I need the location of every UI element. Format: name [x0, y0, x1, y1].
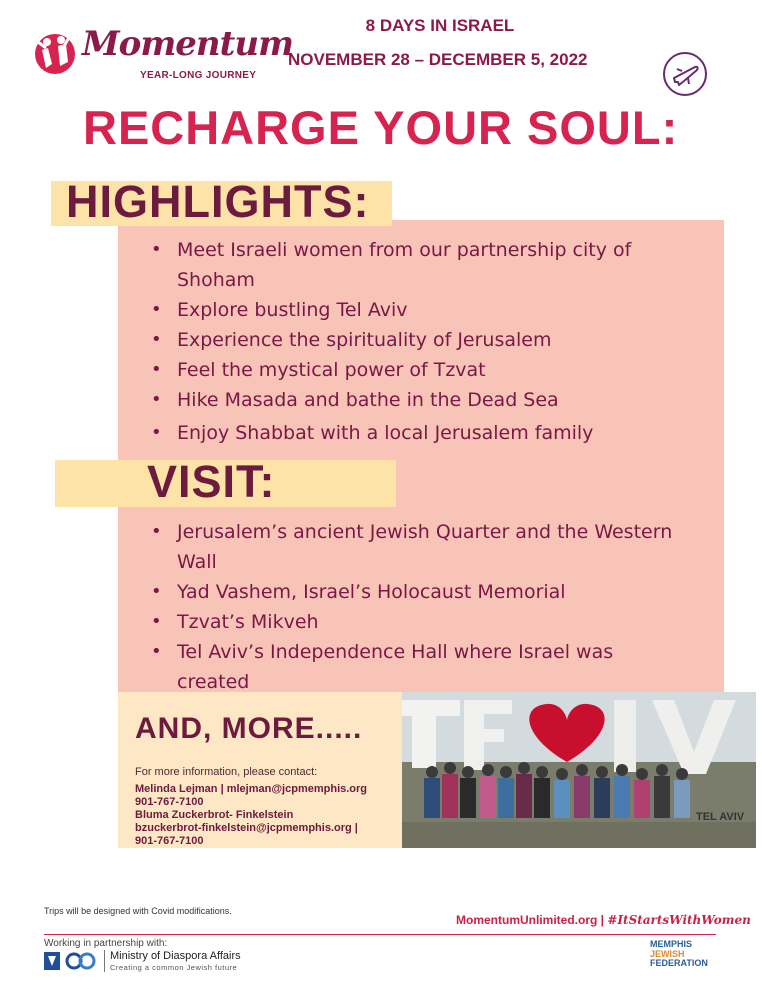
list-item: • Enjoy Shabbat with a local Jerusalem family [148, 418, 708, 448]
list-item: • Experience the spirituality of Jerusalem [148, 325, 708, 355]
list-item: • Feel the mystical power of Tzvat [148, 355, 708, 385]
list-item: • Tzvat’s Mikveh [148, 607, 688, 637]
trip-dates: NOVEMBER 28 – DECEMBER 5, 2022 [288, 50, 588, 69]
photo-sign-label: TEL AVIV [696, 811, 745, 823]
logo-wordmark: Momentum [82, 24, 294, 64]
women-figures-icon [32, 28, 78, 76]
list-item: • Tel Aviv’s Independence Hall where Israel was created [148, 637, 688, 697]
federation-line-3: FEDERATION [650, 958, 708, 968]
federation-line-2: JEWISH [650, 948, 685, 959]
contact-line: 901-767-7100 [135, 835, 204, 847]
headline: RECHARGE YOUR SOUL: [83, 101, 679, 154]
list-item: • Yad Vashem, Israel’s Holocaust Memorial [148, 577, 688, 607]
group-photo [402, 692, 756, 848]
ministry-logo-icon [44, 950, 100, 972]
partner-label: Working in partnership with: [44, 938, 168, 949]
contact-line: 901-767-7100 [135, 796, 204, 808]
ministry-name: Ministry of Diaspora Affairs [110, 950, 241, 962]
website-link[interactable]: MomentumUnlimited.org | [456, 913, 608, 927]
visit-title: VISIT: [147, 456, 276, 507]
contact-line[interactable]: bzuckerbrot-finkelstein@jcpmemphis.org | [135, 822, 358, 834]
momentum-logo [32, 24, 294, 84]
federation-logo [650, 940, 720, 969]
contact-line[interactable]: Melinda Lejman | mlejman@jcpmemphis.org [135, 783, 368, 795]
highlights-title: HIGHLIGHTS: [66, 176, 370, 227]
partner-divider [104, 950, 105, 972]
visit-list [148, 517, 688, 697]
list-item: • Explore bustling Tel Aviv [148, 295, 708, 325]
federation-line-1: MEMPHIS [650, 939, 693, 949]
covid-note: Trips will be designed with Covid modifications. [44, 906, 232, 916]
footer-divider [44, 934, 716, 935]
logo-tagline: YEAR-LONG JOURNEY [140, 70, 257, 81]
tel-aviv-sign-photo [402, 692, 756, 848]
trip-length: 8 DAYS IN ISRAEL [365, 16, 515, 35]
hashtag: #ItStartsWithWomen [607, 913, 751, 927]
highlights-list [148, 235, 708, 448]
ministry-tagline: Creating a common Jewish future [110, 963, 238, 972]
contact-intro: For more information, please contact: [135, 766, 318, 778]
website-line [456, 913, 751, 927]
airplane-icon [662, 51, 708, 97]
list-item: • Hike Masada and bathe in the Dead Sea [148, 385, 708, 415]
contact-block [135, 766, 367, 848]
list-item: • Meet Israeli women from our partnership city of Shoham [148, 235, 708, 295]
list-item: • Jerusalem’s ancient Jewish Quarter and the Western Wall [148, 517, 688, 577]
contact-line: Bluma Zuckerbrot- Finkelstein [135, 809, 294, 821]
and-more-title: AND, MORE..... [135, 712, 363, 745]
